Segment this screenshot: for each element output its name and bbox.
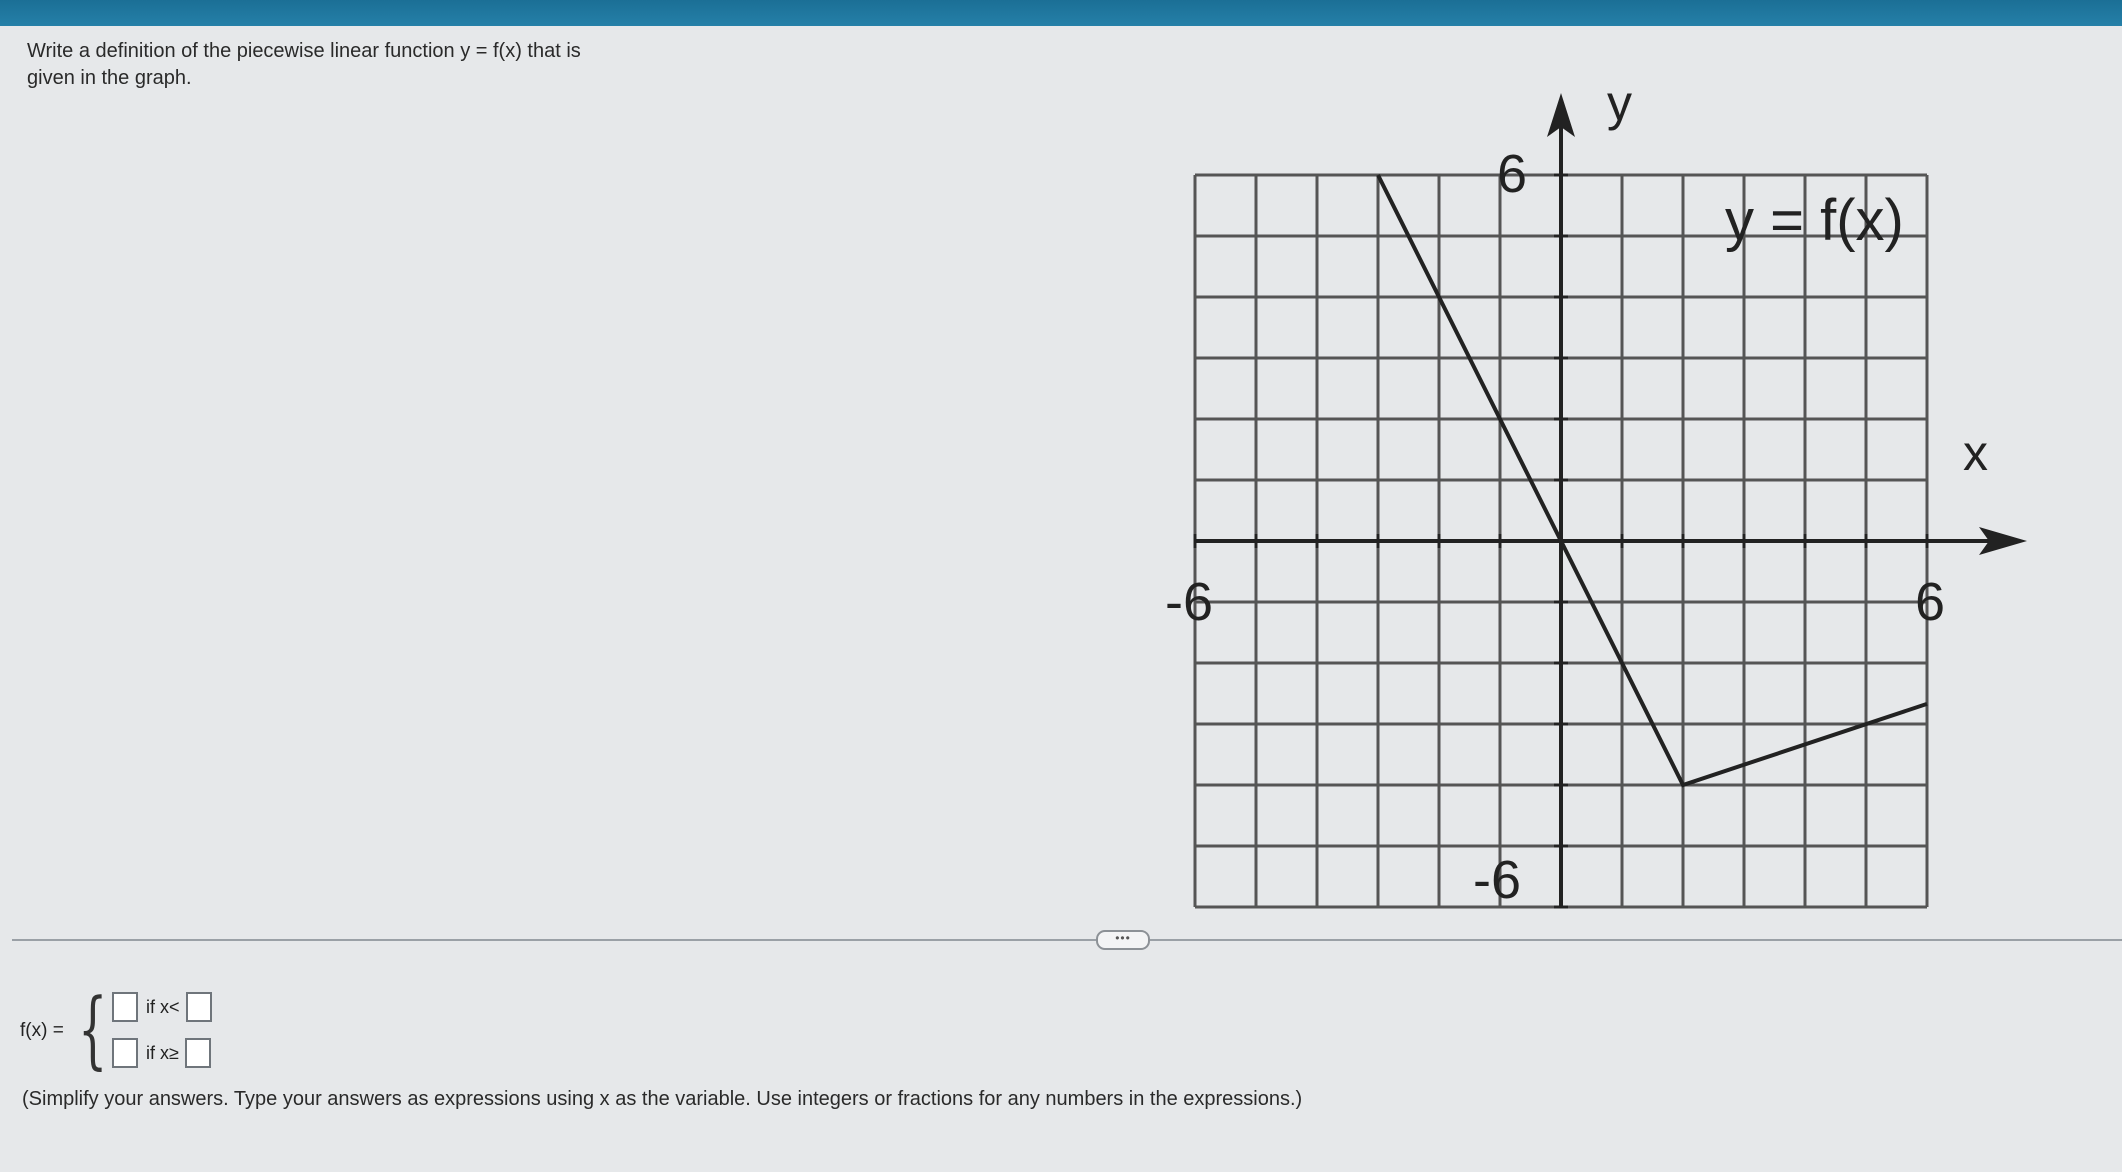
- answer-area: [20, 980, 280, 1080]
- x-axis-label: x: [1963, 425, 1988, 481]
- piece-1-condition: if x<: [146, 996, 180, 1017]
- function-graph: [1155, 80, 2055, 910]
- top-bar: [0, 0, 2122, 26]
- x-max-label: 6: [1915, 572, 1946, 632]
- piece-row-1: [112, 990, 212, 1024]
- y-axis-label: y: [1607, 80, 1632, 131]
- piece-2-condition: if x≥: [146, 1042, 179, 1063]
- piece-1-boundary-input[interactable]: [186, 992, 212, 1022]
- instructions-note: (Simplify your answers. Type your answers as expressions using x as the variable. Use integers or fractions for any numbers in the expressions.): [22, 1088, 1303, 1110]
- piece-row-2: [112, 1036, 211, 1070]
- y-max-label: 6: [1497, 144, 1528, 204]
- x-min-label: -6: [1165, 572, 1214, 632]
- section-divider: [12, 939, 2122, 941]
- fx-label: f(x) =: [20, 1020, 64, 1041]
- y-min-label: -6: [1473, 850, 1522, 910]
- piece-1-expression-input[interactable]: [112, 992, 138, 1022]
- piece-2-expression-input[interactable]: [112, 1038, 138, 1068]
- question-line-1: Write a definition of the piecewise linear function y = f(x) that is: [27, 40, 581, 62]
- question-line-2: given in the graph.: [27, 67, 192, 89]
- more-button[interactable]: •••: [1096, 930, 1150, 950]
- piecewise-brace: {: [78, 980, 108, 1078]
- function-label: y = f(x): [1725, 188, 1904, 253]
- question-text: [27, 38, 647, 92]
- piece-2-boundary-input[interactable]: [185, 1038, 211, 1068]
